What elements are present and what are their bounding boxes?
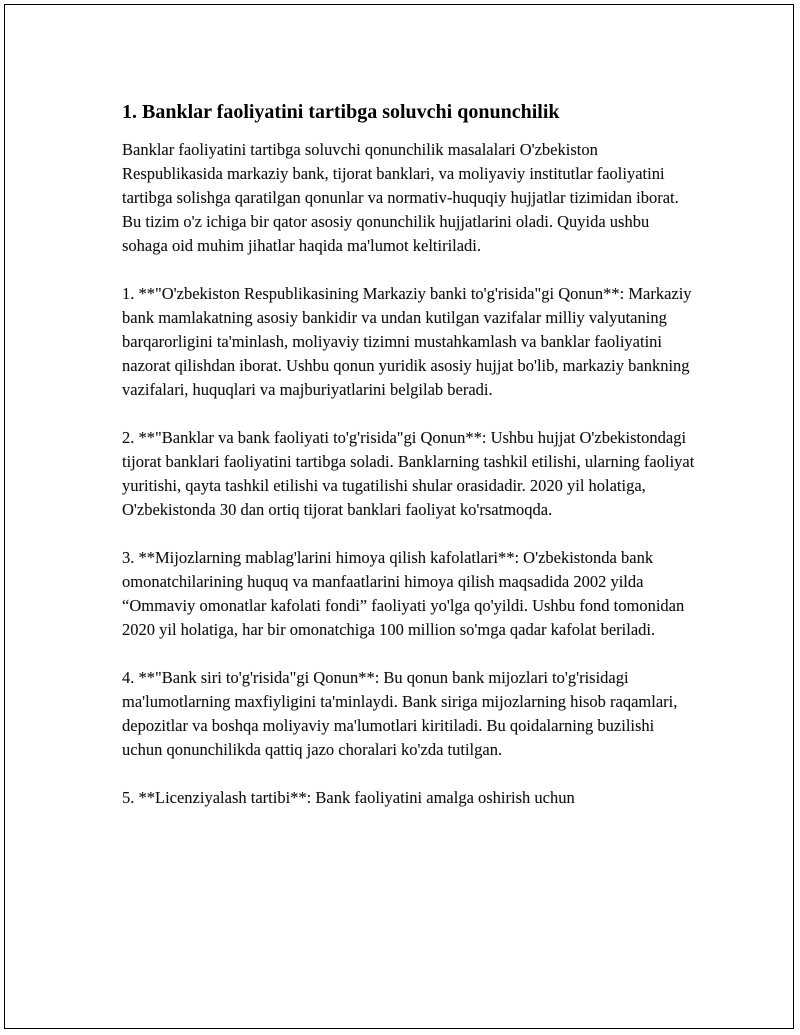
- paragraph-bank-secrecy-law: 4. **"Bank siri to'g'risida"gi Qonun**: Bu qonun bank mijozlari to'g'risidagi ma'lumotlarning maxfiyligini ta'minlaydi. Bank siriga mijozlarning hisob raqamlari, depozitlar va boshqa moliyaviy ma'lumotlari kiritiladi. Bu qoidalarning buzilishi uchun qonunchilikda qattiq jazo choralari ko'zda tutilgan.: [122, 668, 678, 759]
- paragraph-central-bank-law: 1. **"O'zbekiston Respublikasining Markaziy banki to'g'risida"gi Qonun**: Markaziy bank mamlakatning asosiy bankidir va undan kutilgan vazifalar milliy valyutaning barqarorligini ta'minlash, moliyaviy tizimni mustahkamlash va banklar faoliyatini nazorat qilishdan iborat. Ushbu qonun yuridik asosiy hujjat bo'lib, markaziy bankning vazifalari, huquqlari va majburiyatlarini belgilab beradi.: [122, 284, 692, 399]
- page-frame: [4, 4, 794, 1029]
- paragraph-licensing: 5. **Licenziyalash tartibi**: Bank faoliyatini amalga oshirish uchun: [122, 788, 575, 807]
- intro-paragraph: Banklar faoliyatini tartibga soluvchi qonunchilik masalalari O'zbekiston Respublikasida markaziy bank, tijorat banklari, va moliyaviy institutlar faoliyatini tartibga solishga qaratilgan qonunlar va normativ-huquqiy hujjatlar tizimidan iborat. Bu tizim o'z ichiga bir qator asosiy qonunchilik hujjatlarini oladi. Quyida ushbu sohaga oid muhim jihatlar haqida ma'lumot keltiriladi.: [122, 140, 679, 255]
- paragraph-deposit-guarantee: 3. **Mijozlarning mablag'larini himoya qilish kafolatlari**: O'zbekistonda bank omonatchilarining huquq va manfaatlarini himoya qilish maqsadida 2002 yilda “Ommaviy omonatlar kafolati fondi” faoliyati yo'lga qo'yildi. Ushbu fond tomonidan 2020 yil holatiga, har bir omonatchiga 100 million so'mga qadar kafolat beriladi.: [122, 548, 685, 639]
- paragraph-banking-activity-law: 2. **"Banklar va bank faoliyati to'g'risida"gi Qonun**: Ushbu hujjat O'zbekistondagi tijorat banklari faoliyatini tartibga soladi. Banklarning tashkil etilishi, ularning faoliyat yuritishi, qayta tashkil etilishi va tugatilishi shular orasidadir. 2020 yil holatiga, O'zbekistonda 30 dan ortiq tijorat banklari faoliyat ko'rsatmoqda.: [122, 428, 695, 519]
- document-body: [122, 99, 697, 834]
- document-heading: 1. Banklar faoliyatini tartibga soluvchi qonunchilik: [122, 101, 560, 123]
